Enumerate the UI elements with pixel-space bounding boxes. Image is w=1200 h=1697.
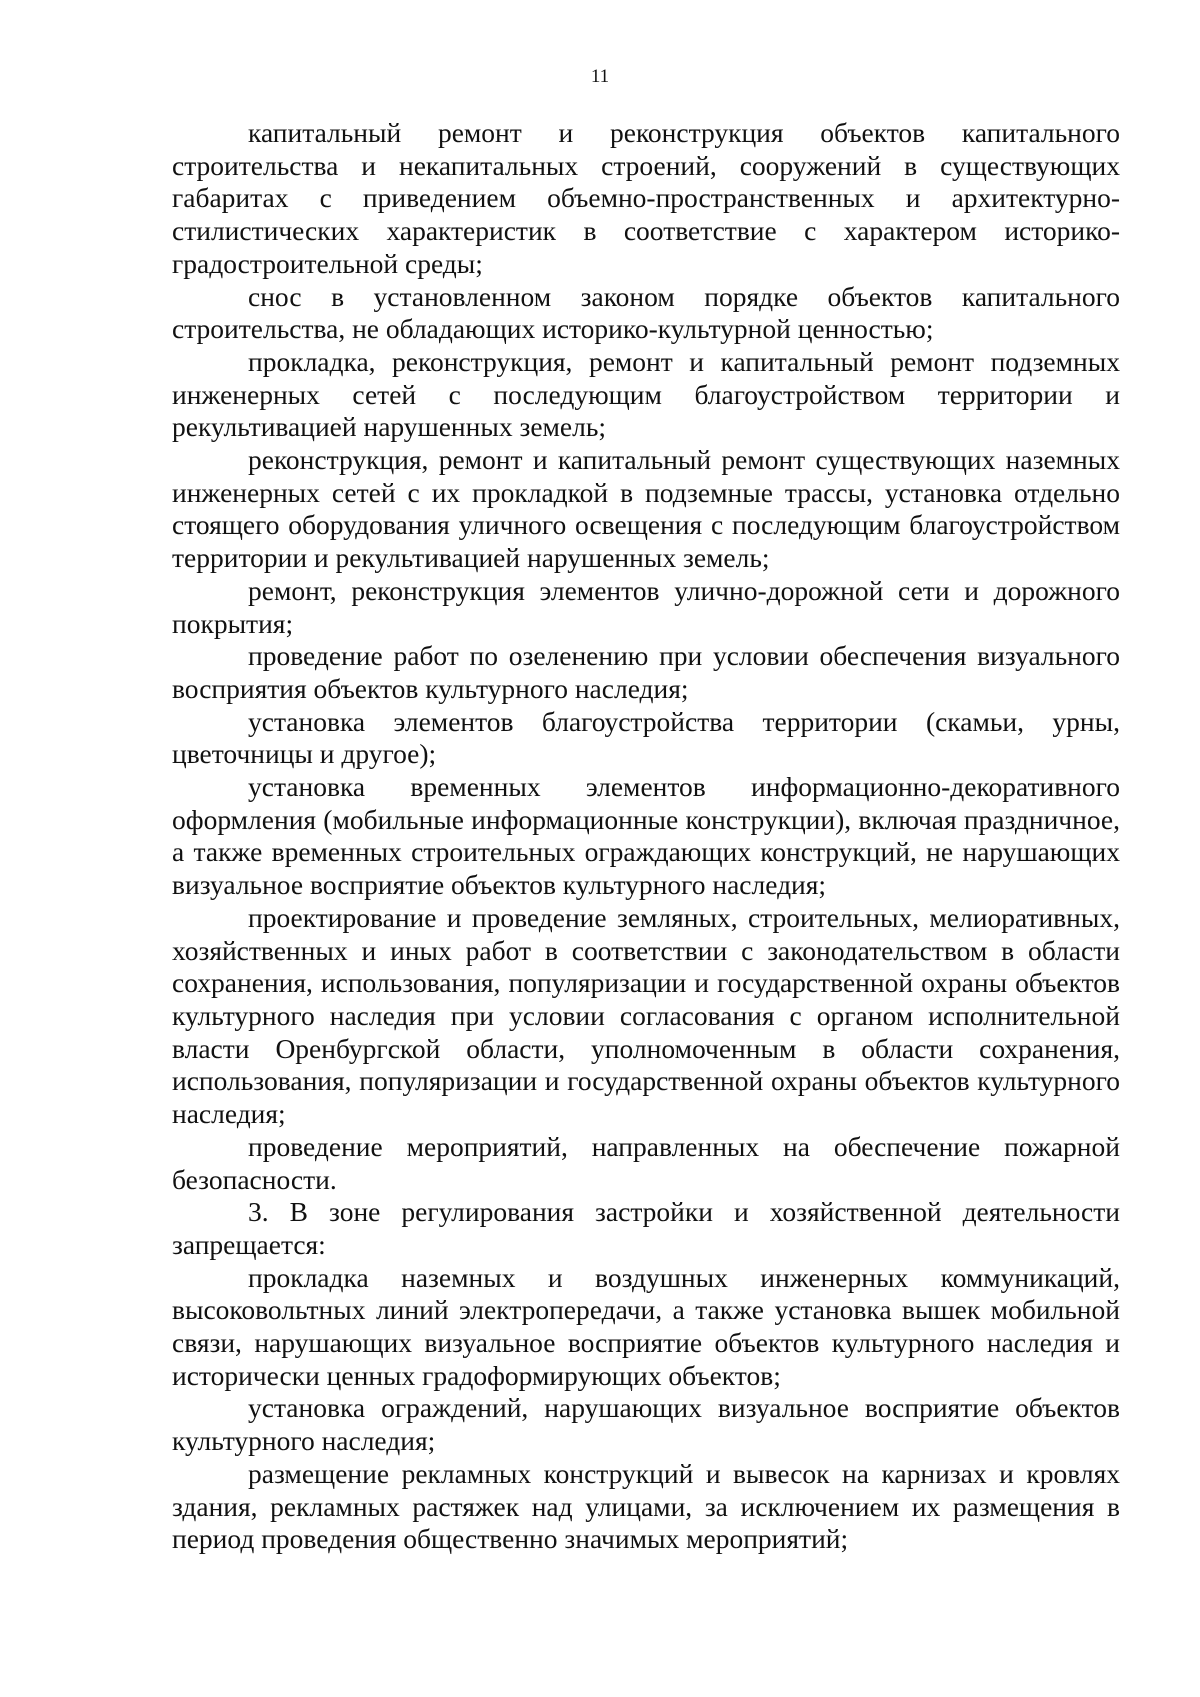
paragraph: размещение рекламных конструкций и вывесок на карнизах и кровлях здания, рекламных растяжек над улицами, за исключением их размещения в период проведения общественно значимых мероприятий; bbox=[172, 1457, 1120, 1555]
paragraph: проектирование и проведение земляных, строительных, мелиоративных, хозяйственных и иных работ в соответствии с законодательством в области сохранения, использования, популяризации и государственной охраны объектов культурного наследия при условии согласования с органом исполнительной власти Оренбургской области, уполномоченным в области сохранения, использования, популяризации и государственной охраны объектов культурного наследия; bbox=[172, 901, 1120, 1130]
paragraph: капитальный ремонт и реконструкция объектов капитального строительства и некапитальных строений, сооружений в существующих габаритах с приведением объемно-пространственных и архитектурно-стилистических характеристик в соответствие с характером историко-градостроительной среды; bbox=[172, 117, 1120, 279]
paragraph: установка элементов благоустройства территории (скамьи, урны, цветочницы и другое); bbox=[172, 705, 1120, 770]
paragraph: проведение мероприятий, направленных на обеспечение пожарной безопасности. bbox=[172, 1130, 1120, 1195]
paragraph: проведение работ по озеленению при условии обеспечения визуального восприятия объектов культурного наследия; bbox=[172, 640, 1120, 704]
paragraph: прокладка наземных и воздушных инженерных коммуникаций, высоковольтных линий электропередачи, а также установка вышек мобильной связи, нарушающих визуальное восприятие объектов культурного наследия и исторически ценных градоформирующих объектов; bbox=[172, 1261, 1120, 1391]
page-number: 11 bbox=[590, 66, 610, 87]
document-body bbox=[172, 117, 1120, 1556]
paragraph: ремонт, реконструкция элементов улично-дорожной сети и дорожного покрытия; bbox=[172, 574, 1120, 639]
paragraph: установка ограждений, нарушающих визуальное восприятие объектов культурного наследия; bbox=[172, 1392, 1120, 1457]
paragraph: прокладка, реконструкция, ремонт и капитальный ремонт подземных инженерных сетей с последующим благоустройством территории и рекультивацией нарушенных земель; bbox=[172, 345, 1120, 443]
paragraph: установка временных элементов информационно-декоративного оформления (мобильные информационные конструкции), включая праздничное, а также временных строительных ограждающих конструкций, не нарушающих визуальное восприятие объектов культурного наследия; bbox=[172, 771, 1120, 901]
paragraph: реконструкция, ремонт и капитальный ремонт существующих наземных инженерных сетей с их прокладкой в подземные трассы, установка отдельно стоящего оборудования уличного освещения с последующим благоустройством территории и рекультивацией нарушенных земель; bbox=[172, 444, 1120, 574]
paragraph: снос в установленном законом порядке объектов капитального строительства, не обладающих историко-культурной ценностью; bbox=[172, 280, 1120, 345]
section-heading-paragraph: 3. В зоне регулирования застройки и хозяйственной деятельности запрещается: bbox=[172, 1196, 1120, 1260]
